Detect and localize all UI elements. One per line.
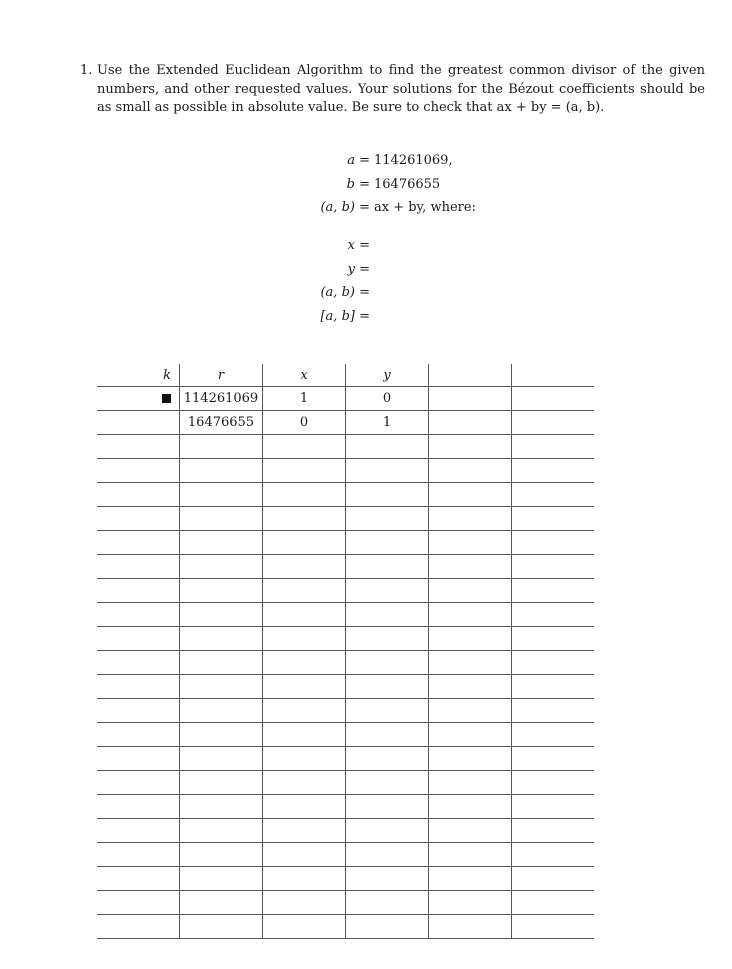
table-cell [512,579,595,603]
table-cell [97,747,180,771]
table-row [97,723,594,747]
table-cell [97,915,180,939]
table-cell [429,579,512,603]
table-cell [346,579,429,603]
table-cell [429,915,512,939]
column-header: k [97,364,180,387]
equation-lhs: x = [347,238,370,253]
table-cell [263,843,346,867]
table-row [97,819,594,843]
table-row [97,507,594,531]
equation-row [250,261,550,279]
equation-lhs: y = [347,261,370,277]
table-cell [429,387,512,411]
table-cell: 1 [346,411,429,435]
table-cell [180,699,263,723]
table-cell [180,723,263,747]
table-cell [97,507,180,531]
table-cell [346,435,429,459]
table-cell [429,723,512,747]
table-cell [180,891,263,915]
table-cell [180,531,263,555]
table-cell [346,555,429,579]
table-cell [97,555,180,579]
table-row [97,771,594,795]
table-cell [180,867,263,891]
equation-row [250,284,550,302]
table-cell [346,915,429,939]
table-cell [512,699,595,723]
table-cell [180,579,263,603]
table-cell [263,603,346,627]
table-cell [512,795,595,819]
table-row [97,675,594,699]
equation-row [250,308,550,326]
table-cell [512,651,595,675]
table-cell [180,675,263,699]
table-cell [263,723,346,747]
table-cell [429,675,512,699]
table-cell [512,555,595,579]
table-cell [346,603,429,627]
table-cell [512,915,595,939]
table-cell [263,555,346,579]
equation-lhs: (a, b) = [320,200,370,215]
table-cell [429,603,512,627]
equation-lhs: a = [347,153,370,168]
table-row [97,435,594,459]
table-cell [346,483,429,507]
table-cell [346,651,429,675]
table-cell [180,507,263,531]
equation-row [250,152,550,170]
table-cell [429,795,512,819]
table-cell [97,795,180,819]
table-cell [429,459,512,483]
table-cell [429,771,512,795]
table-cell [346,891,429,915]
equation-row [250,199,550,217]
table-cell [263,747,346,771]
table-cell [512,891,595,915]
table-cell [263,771,346,795]
table-cell [97,891,180,915]
table-cell [512,627,595,651]
table-cell [263,891,346,915]
table-cell: 1 [263,387,346,411]
table-cell [97,603,180,627]
table-cell [429,819,512,843]
table-cell [97,483,180,507]
table-cell [512,459,595,483]
table-row [97,603,594,627]
table-cell [97,435,180,459]
table-row [97,915,594,939]
table-cell [346,819,429,843]
table-cell [263,915,346,939]
table-cell [263,435,346,459]
table-cell [180,915,263,939]
table-cell [263,651,346,675]
table-row [97,387,594,411]
table-cell [429,483,512,507]
table-cell: 16476655 [180,411,263,435]
table-cell [180,627,263,651]
column-header: r [180,364,263,387]
table-cell [512,723,595,747]
table-cell [512,819,595,843]
table-cell [180,651,263,675]
problem-text: Use the Extended Euclidean Algorithm to find the greatest common divisor of the given numbers, and other requested values. Your solutions for the Bézout coefficients should be as small as possible in absolute value. Be sure to check that ax + by = (a, b). [97,63,705,115]
column-header [512,364,595,387]
table-cell [429,651,512,675]
table-row [97,843,594,867]
table-row [97,555,594,579]
table-cell [180,843,263,867]
table-cell [346,747,429,771]
table-cell [429,411,512,435]
table-cell [346,771,429,795]
column-header: y [346,364,429,387]
table-cell [263,579,346,603]
table-cell [346,843,429,867]
table-cell [346,531,429,555]
table-cell [97,627,180,651]
table-cell [180,795,263,819]
equation-lhs: [a, b] = [320,308,370,324]
equation-row [250,176,550,194]
table-cell [263,867,346,891]
equation-lhs: (a, b) = [320,285,370,300]
table-cell [512,747,595,771]
table-cell: 114261069 [180,387,263,411]
table-cell [512,507,595,531]
equation-rhs: 16476655 [374,176,441,192]
table-row [97,483,594,507]
table-cell [346,459,429,483]
table-cell [263,795,346,819]
table-row [97,411,594,435]
table-body [97,387,594,939]
table-cell [97,387,180,411]
table-cell [180,435,263,459]
table-cell [97,771,180,795]
table-cell [429,867,512,891]
column-header [429,364,512,387]
table-row [97,867,594,891]
table-cell [512,531,595,555]
table-cell [512,843,595,867]
table-cell [180,483,263,507]
table-cell [97,699,180,723]
table-cell [429,531,512,555]
table-cell [97,459,180,483]
table-cell: 0 [346,387,429,411]
table-cell [512,411,595,435]
table-row [97,459,594,483]
table-cell [263,819,346,843]
table-cell [512,675,595,699]
table-cell [263,483,346,507]
table-cell [97,675,180,699]
table-cell [512,771,595,795]
table-cell [429,627,512,651]
euclidean-table [97,364,594,939]
table-cell [180,819,263,843]
table-row [97,627,594,651]
table-cell [346,723,429,747]
problem-statement [80,62,705,118]
table-cell [346,699,429,723]
table-row [97,651,594,675]
table-cell [429,435,512,459]
table-cell [180,603,263,627]
table-cell [180,747,263,771]
table-cell [97,723,180,747]
table-cell [512,867,595,891]
table-row [97,579,594,603]
table-cell [263,675,346,699]
table-cell [97,411,180,435]
table-cell [512,435,595,459]
filled-square-marker [162,394,171,403]
table-row [97,747,594,771]
table-cell [346,627,429,651]
table-cell [263,507,346,531]
table-cell [429,699,512,723]
problem-number: 1. [80,63,93,78]
table-cell [180,459,263,483]
table-cell [346,675,429,699]
table-cell [180,555,263,579]
table-cell [429,891,512,915]
table-row [97,795,594,819]
table-cell [429,843,512,867]
equation-rhs: ax + by, where: [374,200,476,215]
column-header: x [263,364,346,387]
table-cell: 0 [263,411,346,435]
table-cell [512,387,595,411]
table-cell [263,459,346,483]
table-cell [512,603,595,627]
equation-lhs: b = [346,176,370,192]
table-cell [429,555,512,579]
table-cell [263,627,346,651]
table-cell [346,867,429,891]
table-cell [97,579,180,603]
table-cell [346,795,429,819]
table-cell [346,507,429,531]
table-cell [429,747,512,771]
table-cell [97,531,180,555]
table-row [97,699,594,723]
table-header-row [97,364,594,387]
table-cell [263,531,346,555]
equation-rhs: 114261069, [374,153,453,168]
table-cell [97,843,180,867]
table-row [97,891,594,915]
equation-row [250,237,550,255]
table-cell [97,867,180,891]
table-row [97,531,594,555]
table-cell [512,483,595,507]
table-cell [429,507,512,531]
table-cell [97,651,180,675]
table-cell [263,699,346,723]
table-cell [180,771,263,795]
table-cell [97,819,180,843]
